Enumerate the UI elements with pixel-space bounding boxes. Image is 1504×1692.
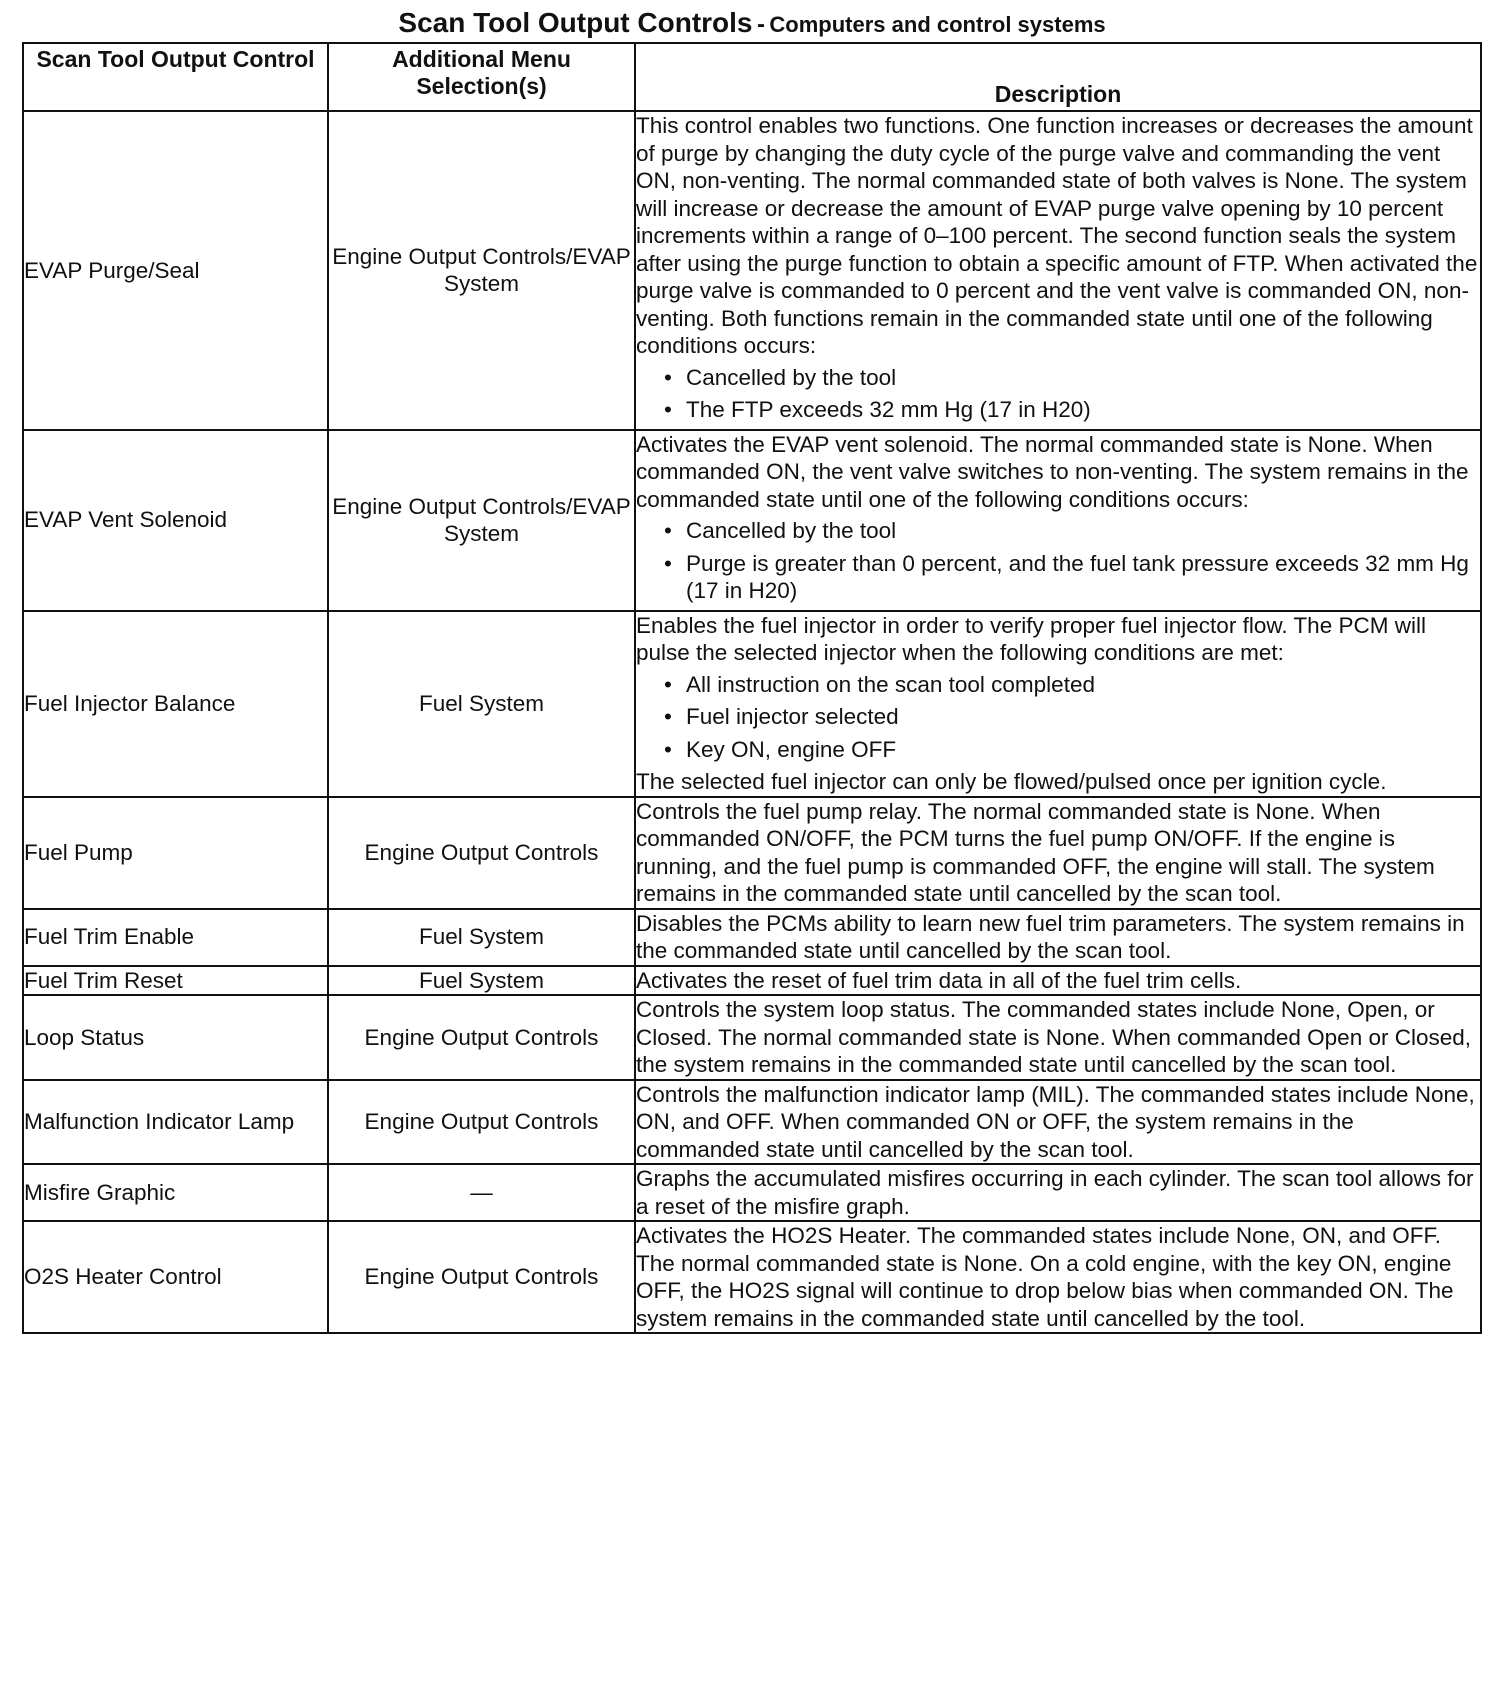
output-control-name: Fuel Trim Reset — [23, 966, 328, 996]
table-row — [23, 611, 1481, 797]
output-control-name: Fuel Trim Enable — [23, 909, 328, 966]
description-text: Graphs the accumulated misfires occurring in each cylinder. The scan tool allows for a reset of the misfire graph. — [636, 1166, 1474, 1219]
description-text: Controls the malfunction indicator lamp (MIL). The commanded states include None, ON, and OFF. When commanded ON or OFF, the system remains in the commanded state until cancelled by the scan tool. — [636, 1081, 1475, 1162]
page-title — [0, 4, 1504, 42]
description-text: Activates the reset of fuel trim data in all of the fuel trim cells. — [636, 967, 1242, 993]
table-row — [23, 1221, 1481, 1333]
description-cell — [635, 1080, 1481, 1165]
list-item: • The FTP exceeds 32 mm Hg (17 in H20) — [664, 396, 1480, 424]
list-item: • Cancelled by the tool — [664, 517, 1480, 545]
menu-selection: Engine Output Controls — [328, 995, 635, 1080]
menu-selection: Engine Output Controls/EVAP System — [328, 111, 635, 430]
menu-selection: Fuel System — [328, 611, 635, 797]
header-description: Description — [635, 43, 1481, 111]
description-cell — [635, 1164, 1481, 1221]
description-cell — [635, 966, 1481, 996]
table-row — [23, 1080, 1481, 1165]
description-note: The selected fuel injector can only be flowed/pulsed once per ignition cycle. — [636, 769, 1387, 794]
list-item: • Fuel injector selected — [664, 703, 1480, 731]
description-cell — [635, 797, 1481, 909]
output-control-name: O2S Heater Control — [23, 1221, 328, 1333]
menu-selection: — — [328, 1164, 635, 1221]
condition-list — [636, 671, 1480, 764]
table-row — [23, 966, 1481, 996]
output-controls-table — [22, 42, 1482, 1334]
list-item: • Cancelled by the tool — [664, 364, 1480, 392]
description-cell — [635, 111, 1481, 430]
list-item: • Key ON, engine OFF — [664, 736, 1480, 764]
menu-selection: Engine Output Controls — [328, 1221, 635, 1333]
table-row — [23, 430, 1481, 611]
description-text: Controls the fuel pump relay. The normal commanded state is None. When commanded ON/OFF, the PCM turns the fuel pump ON/OFF. If the engine is running, and the fuel pump is commanded OFF, the engine will stall. The system remains in the commanded state until cancelled by the scan tool. — [636, 798, 1435, 906]
description-text: Enables the fuel injector in order to verify proper fuel injector flow. The PCM will pulse the selected injector when the following conditions are met: — [636, 612, 1426, 665]
description-cell — [635, 995, 1481, 1080]
description-text: Activates the HO2S Heater. The commanded states include None, ON, and OFF. The normal commanded state is None. On a cold engine, with the key ON, engine OFF, the HO2S signal will continue to drop below bias when commanded ON. The system remains in the commanded state until cancelled by the tool. — [636, 1223, 1454, 1331]
list-item: • Purge is greater than 0 percent, and the fuel tank pressure exceeds 32 mm Hg (17 in H20) — [664, 550, 1480, 605]
table-body — [23, 111, 1481, 1333]
header-row — [23, 43, 1481, 111]
description-cell — [635, 1221, 1481, 1333]
table-row — [23, 909, 1481, 966]
title-separator: - — [756, 11, 765, 38]
description-text: Controls the system loop status. The commanded states include None, Open, or Closed. The normal commanded state is None. When commanded Open or Closed, the system remains in the commanded state until cancelled by the scan tool. — [636, 997, 1472, 1077]
description-text: Disables the PCMs ability to learn new fuel trim parameters. The system remains in the commanded state until cancelled by the scan tool. — [636, 910, 1465, 963]
output-control-name: EVAP Vent Solenoid — [23, 430, 328, 611]
output-control-name: Fuel Pump — [23, 797, 328, 909]
menu-selection: Fuel System — [328, 966, 635, 996]
output-control-name: Loop Status — [23, 995, 328, 1080]
description-text: This control enables two functions. One function increases or decreases the amount of purge by changing the duty cycle of the purge valve and commanding the vent ON, non-venting. The normal commanded state of both valves is None. The system will increase or decrease the amount of EVAP purge valve opening by 10 percent increments within a range of 0–100 percent. The second function seals the system after using the purge function to obtain a specific amount of FTP. When activated the purge valve is commanded to 0 percent and the vent valve is commanded ON, non-venting. Both functions remain in the commanded state until one of the following conditions occurs: — [636, 113, 1478, 358]
description-cell — [635, 430, 1481, 611]
menu-selection: Engine Output Controls — [328, 1080, 635, 1165]
table-row — [23, 111, 1481, 430]
table-row — [23, 1164, 1481, 1221]
output-control-name: Misfire Graphic — [23, 1164, 328, 1221]
description-cell — [635, 909, 1481, 966]
menu-selection: Engine Output Controls/EVAP System — [328, 430, 635, 611]
condition-list — [636, 364, 1480, 424]
description-text: Activates the EVAP vent solenoid. The normal commanded state is None. When commanded ON, the vent valve switches to non-venting. The system remains in the commanded state until one of the following conditions occurs: — [636, 431, 1469, 512]
output-control-name: Fuel Injector Balance — [23, 611, 328, 797]
menu-selection: Engine Output Controls — [328, 797, 635, 909]
description-cell — [635, 611, 1481, 797]
title-subtitle: Computers and control systems — [769, 12, 1106, 37]
output-control-name: Malfunction Indicator Lamp — [23, 1080, 328, 1165]
list-item: • All instruction on the scan tool completed — [664, 671, 1480, 699]
output-control-name: EVAP Purge/Seal — [23, 111, 328, 430]
menu-selection: Fuel System — [328, 909, 635, 966]
header-menu-selection: Additional Menu Selection(s) — [328, 43, 635, 111]
title-main: Scan Tool Output Controls — [398, 7, 753, 38]
table-row — [23, 995, 1481, 1080]
condition-list — [636, 517, 1480, 605]
header-output-control: Scan Tool Output Control — [23, 43, 328, 111]
table-row — [23, 797, 1481, 909]
